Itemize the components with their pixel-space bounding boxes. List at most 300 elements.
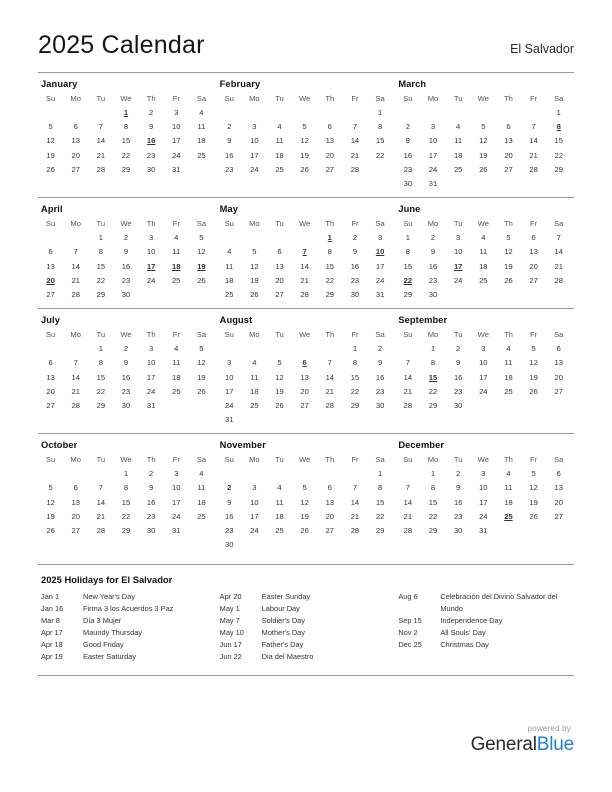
- day-cell[interactable]: 14: [403, 372, 413, 382]
- day-cell[interactable]: 5: [506, 233, 511, 243]
- day-cell[interactable]: 4: [174, 344, 179, 354]
- day-cell[interactable]: 23: [453, 511, 463, 521]
- day-cell[interactable]: 9: [405, 136, 410, 146]
- day-cell[interactable]: 29: [428, 400, 438, 410]
- day-cell[interactable]: 24: [172, 511, 181, 521]
- day-cell[interactable]: 9: [430, 247, 436, 257]
- day-cell[interactable]: 11: [197, 122, 206, 132]
- day-cell[interactable]: 21: [96, 150, 106, 160]
- day-cell[interactable]: 22: [428, 511, 438, 521]
- day-cell[interactable]: 28: [71, 400, 80, 410]
- day-cell[interactable]: 3: [227, 358, 232, 368]
- day-cell[interactable]: 19: [275, 386, 284, 396]
- day-cell[interactable]: 29: [403, 289, 413, 299]
- day-cell[interactable]: 8: [352, 358, 358, 368]
- day-cell[interactable]: 23: [225, 526, 234, 536]
- day-cell[interactable]: 6: [73, 483, 78, 493]
- day-cell[interactable]: 8: [123, 122, 129, 132]
- day-cell[interactable]: 5: [531, 344, 536, 354]
- day-cell[interactable]: 18: [479, 261, 488, 271]
- day-cell[interactable]: 7: [98, 483, 103, 493]
- day-cell[interactable]: 11: [275, 136, 284, 146]
- day-cell[interactable]: 16: [453, 372, 463, 382]
- day-cell[interactable]: 12: [275, 372, 284, 382]
- day-cell[interactable]: 7: [352, 122, 358, 132]
- day-cell[interactable]: 18: [504, 497, 513, 507]
- day-cell[interactable]: 22: [428, 386, 438, 396]
- day-cell[interactable]: 6: [556, 469, 561, 479]
- day-cell[interactable]: 31: [479, 526, 488, 536]
- day-cell-holiday[interactable]: 16: [146, 136, 156, 146]
- day-cell[interactable]: 16: [453, 497, 463, 507]
- day-cell[interactable]: 19: [46, 511, 55, 521]
- day-cell[interactable]: 16: [225, 150, 234, 160]
- day-cell-holiday[interactable]: 7: [302, 247, 307, 257]
- day-cell[interactable]: 3: [481, 469, 486, 479]
- day-cell[interactable]: 26: [46, 164, 55, 174]
- day-cell[interactable]: 24: [375, 275, 385, 285]
- day-cell[interactable]: 23: [403, 164, 413, 174]
- day-cell[interactable]: 29: [350, 400, 360, 410]
- day-cell[interactable]: 15: [121, 497, 131, 507]
- day-cell[interactable]: 16: [121, 372, 131, 382]
- day-cell[interactable]: 3: [430, 122, 436, 132]
- day-cell[interactable]: 27: [529, 275, 538, 285]
- day-cell[interactable]: 26: [529, 511, 538, 521]
- day-cell[interactable]: 17: [479, 372, 488, 382]
- day-cell[interactable]: 7: [405, 483, 410, 493]
- day-cell[interactable]: 23: [350, 275, 360, 285]
- day-cell[interactable]: 15: [325, 261, 335, 271]
- day-cell[interactable]: 2: [352, 233, 358, 243]
- day-cell[interactable]: 8: [98, 358, 103, 368]
- day-cell[interactable]: 16: [428, 261, 438, 271]
- day-cell[interactable]: 1: [98, 233, 103, 243]
- day-cell[interactable]: 2: [377, 344, 383, 354]
- day-cell[interactable]: 20: [71, 150, 80, 160]
- day-cell[interactable]: 30: [146, 526, 156, 536]
- day-cell[interactable]: 19: [479, 150, 488, 160]
- day-cell[interactable]: 22: [96, 386, 106, 396]
- day-cell[interactable]: 28: [403, 400, 413, 410]
- day-cell[interactable]: 27: [300, 400, 309, 410]
- day-cell[interactable]: 27: [554, 511, 563, 521]
- day-cell[interactable]: 23: [121, 386, 131, 396]
- day-cell[interactable]: 25: [172, 275, 181, 285]
- day-cell[interactable]: 1: [556, 108, 561, 118]
- day-cell[interactable]: 12: [479, 136, 488, 146]
- day-cell[interactable]: 8: [377, 122, 383, 132]
- day-cell[interactable]: 15: [375, 497, 385, 507]
- day-cell[interactable]: 26: [275, 400, 284, 410]
- day-cell[interactable]: 20: [504, 150, 513, 160]
- day-cell[interactable]: 20: [325, 511, 335, 521]
- day-cell[interactable]: 19: [300, 511, 309, 521]
- day-cell[interactable]: 12: [250, 261, 259, 271]
- day-cell[interactable]: 13: [300, 372, 309, 382]
- day-cell[interactable]: 7: [556, 233, 561, 243]
- day-cell[interactable]: 20: [275, 275, 284, 285]
- day-cell[interactable]: 10: [428, 136, 438, 146]
- day-cell[interactable]: 14: [529, 136, 538, 146]
- day-cell[interactable]: 12: [46, 136, 55, 146]
- day-cell[interactable]: 5: [302, 483, 307, 493]
- day-cell[interactable]: 1: [352, 344, 358, 354]
- day-cell[interactable]: 15: [554, 136, 563, 146]
- day-cell[interactable]: 30: [350, 289, 360, 299]
- day-cell[interactable]: 9: [227, 497, 232, 507]
- day-cell[interactable]: 10: [146, 358, 156, 368]
- day-cell[interactable]: 23: [121, 275, 131, 285]
- day-cell[interactable]: 10: [172, 483, 181, 493]
- day-cell-holiday[interactable]: 17: [146, 261, 156, 271]
- day-cell[interactable]: 14: [71, 372, 80, 382]
- day-cell[interactable]: 29: [96, 289, 106, 299]
- day-cell[interactable]: 1: [123, 469, 129, 479]
- day-cell[interactable]: 9: [456, 358, 461, 368]
- day-cell[interactable]: 15: [350, 372, 360, 382]
- day-cell[interactable]: 2: [123, 233, 129, 243]
- day-cell[interactable]: 30: [428, 289, 438, 299]
- day-cell[interactable]: 3: [252, 122, 257, 132]
- day-cell[interactable]: 31: [172, 526, 181, 536]
- day-cell[interactable]: 4: [506, 344, 511, 354]
- day-cell[interactable]: 25: [197, 150, 206, 160]
- day-cell[interactable]: 13: [529, 247, 538, 257]
- day-cell[interactable]: 24: [146, 275, 156, 285]
- day-cell-holiday[interactable]: 1: [327, 233, 332, 243]
- day-cell[interactable]: 2: [227, 122, 232, 132]
- day-cell-holiday[interactable]: 10: [375, 247, 385, 257]
- day-cell[interactable]: 28: [71, 289, 80, 299]
- day-cell[interactable]: 6: [48, 358, 53, 368]
- day-cell[interactable]: 27: [46, 289, 55, 299]
- day-cell[interactable]: 20: [71, 511, 80, 521]
- day-cell[interactable]: 3: [149, 344, 154, 354]
- day-cell[interactable]: 1: [405, 233, 410, 243]
- day-cell[interactable]: 3: [174, 108, 179, 118]
- day-cell[interactable]: 24: [250, 164, 259, 174]
- day-cell[interactable]: 14: [403, 497, 413, 507]
- day-cell[interactable]: 14: [96, 497, 106, 507]
- day-cell[interactable]: 3: [149, 233, 154, 243]
- day-cell[interactable]: 16: [350, 261, 360, 271]
- day-cell[interactable]: 21: [325, 386, 335, 396]
- day-cell[interactable]: 10: [479, 358, 488, 368]
- day-cell[interactable]: 15: [96, 261, 106, 271]
- day-cell[interactable]: 4: [456, 122, 461, 132]
- day-cell[interactable]: 25: [172, 386, 181, 396]
- day-cell[interactable]: 14: [350, 136, 360, 146]
- day-cell[interactable]: 13: [325, 497, 335, 507]
- day-cell[interactable]: 21: [71, 386, 80, 396]
- day-cell[interactable]: 21: [529, 150, 538, 160]
- day-cell[interactable]: 9: [123, 247, 129, 257]
- day-cell[interactable]: 9: [227, 136, 232, 146]
- day-cell[interactable]: 5: [48, 122, 53, 132]
- day-cell[interactable]: 3: [252, 483, 257, 493]
- day-cell[interactable]: 10: [453, 247, 463, 257]
- day-cell[interactable]: 7: [405, 358, 410, 368]
- day-cell[interactable]: 11: [197, 483, 206, 493]
- day-cell[interactable]: 24: [225, 400, 234, 410]
- day-cell[interactable]: 29: [96, 400, 106, 410]
- day-cell[interactable]: 13: [71, 497, 80, 507]
- day-cell[interactable]: 4: [506, 469, 511, 479]
- day-cell[interactable]: 18: [172, 372, 181, 382]
- day-cell[interactable]: 19: [529, 372, 538, 382]
- day-cell[interactable]: 10: [172, 122, 181, 132]
- day-cell[interactable]: 27: [275, 289, 284, 299]
- day-cell[interactable]: 5: [199, 233, 204, 243]
- day-cell[interactable]: 4: [277, 122, 282, 132]
- day-cell[interactable]: 7: [327, 358, 332, 368]
- day-cell[interactable]: 15: [428, 497, 438, 507]
- day-cell[interactable]: 30: [225, 540, 234, 550]
- day-cell[interactable]: 17: [250, 150, 259, 160]
- day-cell[interactable]: 4: [199, 108, 204, 118]
- day-cell[interactable]: 26: [197, 386, 206, 396]
- day-cell[interactable]: 23: [146, 511, 156, 521]
- day-cell[interactable]: 30: [453, 400, 463, 410]
- day-cell[interactable]: 7: [73, 247, 78, 257]
- day-cell[interactable]: 11: [275, 497, 284, 507]
- day-cell[interactable]: 6: [277, 247, 282, 257]
- day-cell[interactable]: 21: [96, 511, 106, 521]
- day-cell[interactable]: 14: [554, 247, 563, 257]
- day-cell[interactable]: 7: [352, 483, 358, 493]
- day-cell[interactable]: 20: [325, 150, 335, 160]
- day-cell[interactable]: 15: [403, 261, 413, 271]
- day-cell[interactable]: 12: [46, 497, 55, 507]
- day-cell[interactable]: 18: [504, 372, 513, 382]
- day-cell[interactable]: 25: [275, 164, 284, 174]
- day-cell[interactable]: 12: [504, 247, 513, 257]
- day-cell[interactable]: 10: [250, 497, 259, 507]
- day-cell-holiday[interactable]: 19: [197, 261, 206, 271]
- day-cell[interactable]: 4: [481, 233, 486, 243]
- day-cell[interactable]: 24: [146, 386, 156, 396]
- day-cell[interactable]: 8: [405, 247, 410, 257]
- day-cell[interactable]: 10: [479, 483, 488, 493]
- day-cell[interactable]: 1: [377, 108, 383, 118]
- day-cell[interactable]: 29: [325, 289, 335, 299]
- day-cell-holiday[interactable]: 17: [453, 261, 463, 271]
- day-cell[interactable]: 9: [456, 483, 461, 493]
- day-cell[interactable]: 13: [554, 483, 563, 493]
- day-cell[interactable]: 30: [121, 400, 131, 410]
- day-cell[interactable]: 22: [350, 386, 360, 396]
- day-cell[interactable]: 18: [197, 497, 206, 507]
- day-cell[interactable]: 28: [350, 526, 360, 536]
- day-cell[interactable]: 12: [300, 136, 309, 146]
- day-cell[interactable]: 2: [456, 344, 461, 354]
- day-cell[interactable]: 18: [225, 275, 234, 285]
- day-cell[interactable]: 31: [146, 400, 156, 410]
- day-cell[interactable]: 24: [172, 150, 181, 160]
- day-cell-holiday[interactable]: 22: [403, 275, 413, 285]
- day-cell[interactable]: 5: [252, 247, 257, 257]
- day-cell[interactable]: 24: [453, 275, 463, 285]
- day-cell[interactable]: 22: [121, 511, 131, 521]
- day-cell[interactable]: 13: [71, 136, 80, 146]
- day-cell[interactable]: 3: [174, 469, 179, 479]
- day-cell[interactable]: 22: [375, 511, 385, 521]
- day-cell[interactable]: 19: [300, 150, 309, 160]
- day-cell[interactable]: 20: [554, 497, 563, 507]
- day-cell[interactable]: 28: [529, 164, 538, 174]
- day-cell[interactable]: 31: [428, 179, 438, 189]
- day-cell[interactable]: 23: [453, 386, 463, 396]
- day-cell[interactable]: 13: [554, 358, 563, 368]
- day-cell[interactable]: 19: [529, 497, 538, 507]
- day-cell[interactable]: 18: [197, 136, 206, 146]
- day-cell[interactable]: 16: [403, 150, 413, 160]
- day-cell[interactable]: 13: [325, 136, 335, 146]
- day-cell-holiday[interactable]: 8: [556, 122, 561, 132]
- day-cell[interactable]: 24: [479, 386, 488, 396]
- day-cell[interactable]: 10: [225, 372, 234, 382]
- day-cell[interactable]: 1: [430, 469, 436, 479]
- day-cell[interactable]: 11: [225, 261, 234, 271]
- day-cell[interactable]: 30: [375, 400, 385, 410]
- day-cell[interactable]: 2: [430, 233, 436, 243]
- day-cell[interactable]: 8: [377, 483, 383, 493]
- day-cell[interactable]: 19: [504, 261, 513, 271]
- day-cell[interactable]: 18: [275, 511, 284, 521]
- day-cell[interactable]: 26: [300, 164, 309, 174]
- day-cell[interactable]: 26: [504, 275, 513, 285]
- day-cell[interactable]: 24: [479, 511, 488, 521]
- day-cell[interactable]: 12: [300, 497, 309, 507]
- day-cell[interactable]: 17: [172, 497, 181, 507]
- day-cell[interactable]: 7: [531, 122, 536, 132]
- day-cell[interactable]: 23: [375, 386, 385, 396]
- day-cell[interactable]: 13: [275, 261, 284, 271]
- day-cell[interactable]: 25: [275, 526, 284, 536]
- day-cell[interactable]: 1: [430, 344, 436, 354]
- day-cell[interactable]: 16: [121, 261, 131, 271]
- day-cell[interactable]: 26: [529, 386, 538, 396]
- day-cell[interactable]: 8: [98, 247, 103, 257]
- day-cell[interactable]: 27: [71, 526, 80, 536]
- day-cell[interactable]: 23: [428, 275, 438, 285]
- day-cell[interactable]: 14: [71, 261, 80, 271]
- day-cell[interactable]: 5: [531, 469, 536, 479]
- day-cell[interactable]: 9: [123, 358, 129, 368]
- day-cell[interactable]: 31: [225, 415, 234, 425]
- day-cell[interactable]: 26: [479, 164, 488, 174]
- day-cell[interactable]: 3: [377, 233, 383, 243]
- day-cell[interactable]: 12: [529, 483, 538, 493]
- day-cell[interactable]: 15: [96, 372, 106, 382]
- day-cell[interactable]: 25: [453, 164, 463, 174]
- day-cell[interactable]: 11: [172, 247, 181, 257]
- day-cell[interactable]: 5: [277, 358, 282, 368]
- day-cell-holiday[interactable]: 18: [172, 261, 181, 271]
- day-cell[interactable]: 2: [149, 469, 154, 479]
- day-cell[interactable]: 14: [300, 261, 309, 271]
- day-cell[interactable]: 4: [227, 247, 232, 257]
- day-cell[interactable]: 13: [504, 136, 513, 146]
- day-cell[interactable]: 27: [46, 400, 55, 410]
- day-cell[interactable]: 19: [46, 150, 55, 160]
- day-cell[interactable]: 27: [325, 164, 335, 174]
- day-cell[interactable]: 8: [123, 483, 129, 493]
- day-cell[interactable]: 29: [375, 526, 385, 536]
- day-cell[interactable]: 21: [403, 511, 413, 521]
- day-cell[interactable]: 25: [197, 511, 206, 521]
- day-cell[interactable]: 28: [350, 164, 360, 174]
- day-cell[interactable]: 29: [121, 164, 131, 174]
- day-cell[interactable]: 20: [554, 372, 563, 382]
- day-cell-holiday[interactable]: 20: [46, 275, 55, 285]
- day-cell[interactable]: 28: [325, 400, 335, 410]
- day-cell[interactable]: 29: [428, 526, 438, 536]
- day-cell[interactable]: 21: [300, 275, 309, 285]
- day-cell[interactable]: 23: [225, 164, 234, 174]
- day-cell[interactable]: 6: [327, 483, 332, 493]
- day-cell[interactable]: 14: [96, 136, 106, 146]
- day-cell[interactable]: 30: [453, 526, 463, 536]
- day-cell[interactable]: 26: [46, 526, 55, 536]
- day-cell[interactable]: 28: [96, 164, 106, 174]
- day-cell[interactable]: 22: [554, 150, 563, 160]
- day-cell[interactable]: 17: [172, 136, 181, 146]
- day-cell[interactable]: 4: [199, 469, 204, 479]
- day-cell[interactable]: 10: [146, 247, 156, 257]
- day-cell[interactable]: 7: [98, 122, 103, 132]
- day-cell[interactable]: 13: [46, 261, 55, 271]
- day-cell[interactable]: 27: [71, 164, 80, 174]
- day-cell[interactable]: 3: [481, 344, 486, 354]
- day-cell-holiday[interactable]: 1: [123, 108, 129, 118]
- day-cell-holiday[interactable]: 25: [504, 511, 513, 521]
- day-cell[interactable]: 22: [121, 150, 131, 160]
- day-cell[interactable]: 9: [352, 247, 358, 257]
- day-cell[interactable]: 2: [123, 344, 129, 354]
- day-cell[interactable]: 21: [71, 275, 80, 285]
- day-cell[interactable]: 26: [300, 526, 309, 536]
- day-cell[interactable]: 31: [375, 289, 385, 299]
- day-cell[interactable]: 31: [172, 164, 181, 174]
- day-cell[interactable]: 8: [430, 483, 436, 493]
- day-cell[interactable]: 5: [302, 122, 307, 132]
- day-cell[interactable]: 18: [275, 150, 284, 160]
- day-cell[interactable]: 5: [199, 344, 204, 354]
- day-cell[interactable]: 14: [350, 497, 360, 507]
- day-cell[interactable]: 17: [250, 511, 259, 521]
- day-cell[interactable]: 18: [250, 386, 259, 396]
- day-cell[interactable]: 17: [225, 386, 234, 396]
- day-cell[interactable]: 21: [403, 386, 413, 396]
- day-cell[interactable]: 4: [174, 233, 179, 243]
- day-cell[interactable]: 8: [327, 247, 332, 257]
- day-cell[interactable]: 30: [121, 289, 131, 299]
- day-cell[interactable]: 28: [96, 526, 106, 536]
- day-cell[interactable]: 28: [554, 275, 563, 285]
- day-cell-holiday[interactable]: 2: [227, 483, 232, 493]
- day-cell[interactable]: 6: [556, 344, 561, 354]
- generalblue-logo[interactable]: [471, 734, 574, 756]
- day-cell[interactable]: 4: [277, 483, 282, 493]
- day-cell[interactable]: 25: [479, 275, 488, 285]
- day-cell[interactable]: 16: [375, 372, 385, 382]
- day-cell[interactable]: 17: [375, 261, 385, 271]
- day-cell-holiday[interactable]: 6: [302, 358, 307, 368]
- day-cell[interactable]: 25: [504, 386, 513, 396]
- day-cell[interactable]: 17: [146, 372, 156, 382]
